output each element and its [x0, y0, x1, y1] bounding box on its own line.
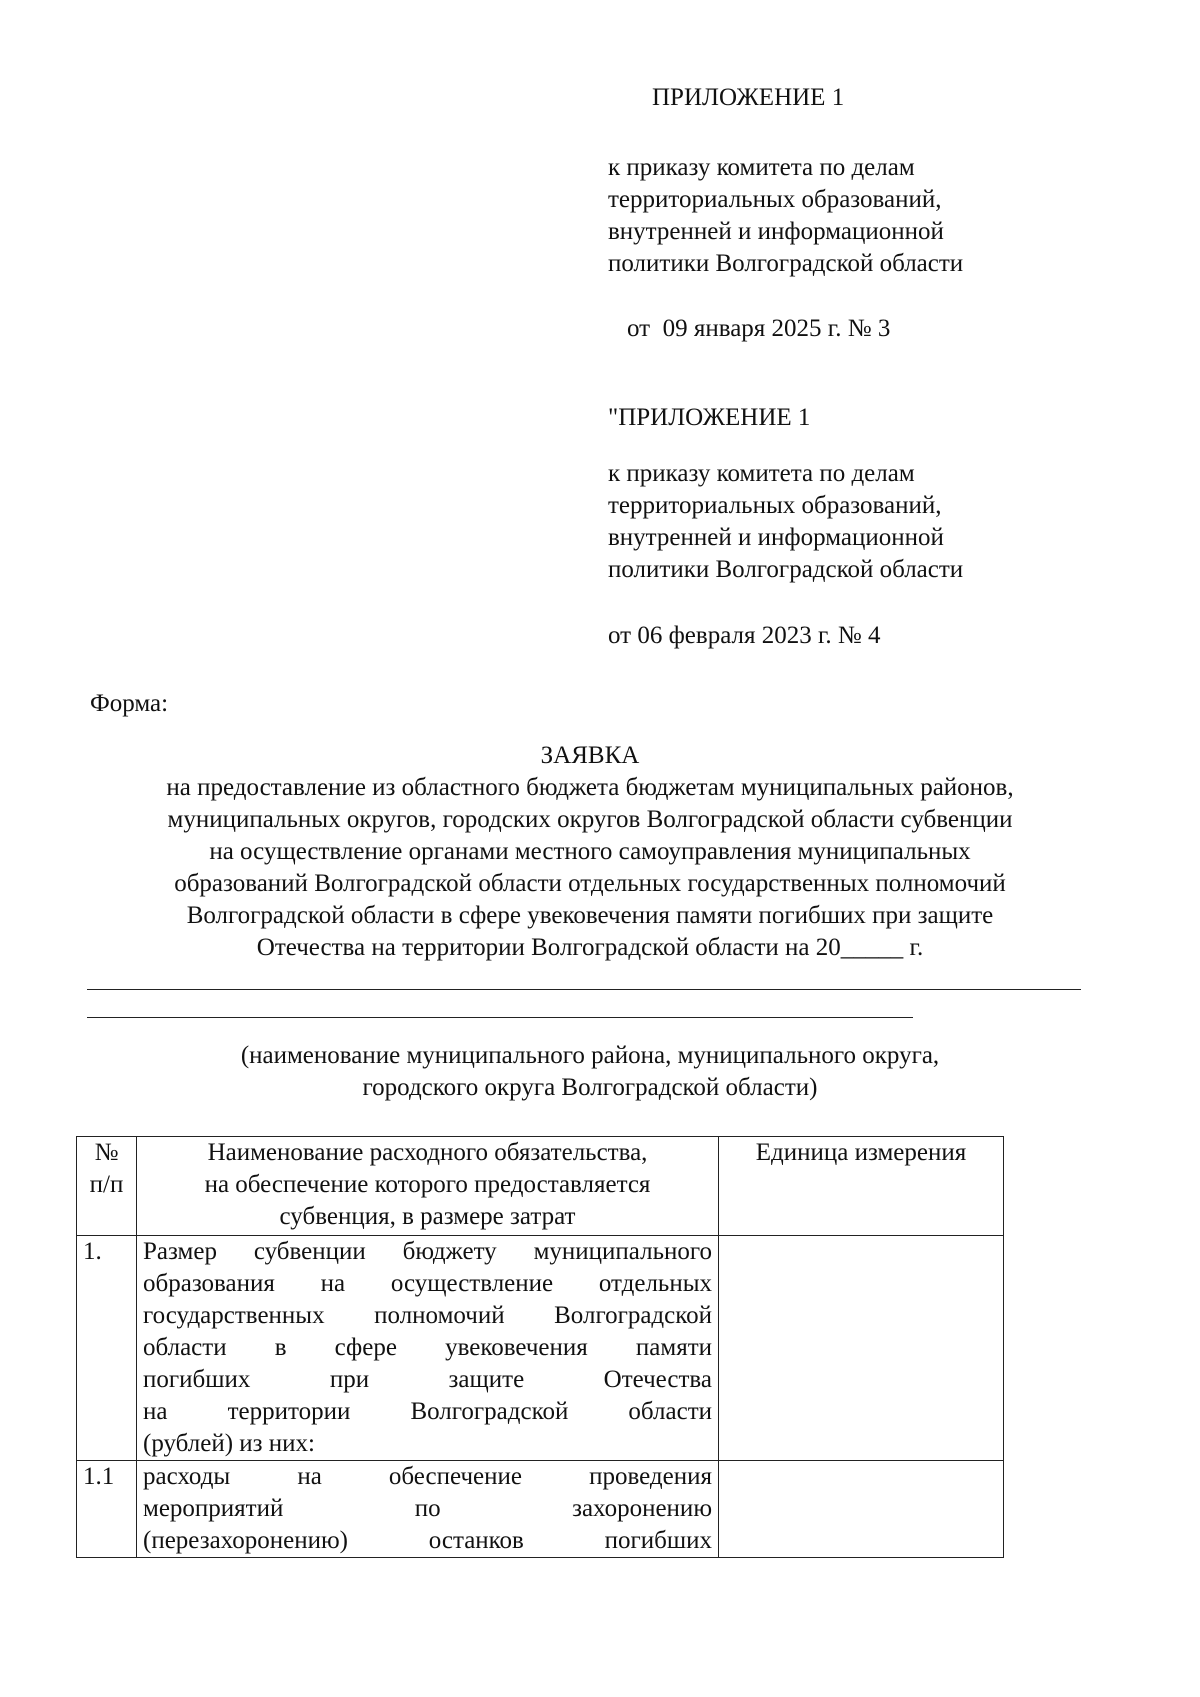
appendix-old-line: территориальных образований, — [608, 492, 942, 519]
header-num-line: п/п — [89, 1171, 124, 1198]
row-unit — [719, 1236, 1004, 1461]
row-name-line: образования на осуществление отдельных — [143, 1270, 712, 1297]
appendix-new-line: внутренней и информационной — [608, 218, 944, 245]
row-unit — [719, 1461, 1004, 1558]
row-name-line: погибших при защите Отечества — [143, 1366, 712, 1393]
municipality-caption — [40, 1040, 1140, 1104]
header-num — [77, 1137, 137, 1236]
municipality-name-rule-2 — [87, 1017, 913, 1018]
header-name-line: на обеспечение которого предоставляется — [204, 1171, 651, 1198]
appendix-new-lines — [608, 152, 963, 280]
row-name-line: мероприятий по захоронению — [143, 1495, 712, 1522]
appendix-new-line: территориальных образований, — [608, 186, 942, 213]
form-label: Форма: — [90, 690, 169, 717]
row-name-line: (рублей) из них: — [143, 1430, 315, 1457]
appendix-old-title: "ПРИЛОЖЕНИЕ 1 — [608, 404, 811, 431]
municipality-name-rule — [87, 989, 1081, 990]
request-heading-line: муниципальных округов, городских округов Волгоградской области субвенции — [167, 806, 1013, 833]
row-name-line: Размер субвенции бюджету муниципального — [143, 1238, 712, 1265]
appendix-old-line: внутренней и информационной — [608, 524, 944, 551]
request-title: ЗАЯВКА — [540, 742, 640, 769]
caption-line: (наименование муниципального района, муниципального округа, — [240, 1042, 940, 1069]
caption-line: городского округа Волгоградской области) — [362, 1074, 818, 1101]
request-heading-line: на предоставление из областного бюджета бюджетам муниципальных районов, — [166, 774, 1014, 801]
header-name-line: Наименование расходного обязательства, — [207, 1139, 648, 1166]
header-unit — [719, 1137, 1004, 1236]
request-heading-line: Отечества на территории Волгоградской области на 20_____ г. — [256, 934, 924, 961]
row-num: 1. — [77, 1236, 137, 1461]
appendix-new-date: от 09 января 2025 г. № 3 — [627, 315, 891, 342]
request-heading-line: на осуществление органами местного самоуправления муниципальных — [209, 838, 971, 865]
header-num-line: № — [94, 1139, 119, 1166]
table-row — [77, 1236, 1004, 1461]
row-name-line: области в сфере увековечения памяти — [143, 1334, 712, 1361]
table-header-row — [77, 1137, 1004, 1236]
appendix-old-line: к приказу комитета по делам — [608, 460, 915, 487]
row-name-line: расходы на обеспечение проведения — [143, 1463, 712, 1490]
appendix-new-line: к приказу комитета по делам — [608, 154, 915, 181]
row-num: 1.1 — [77, 1461, 137, 1558]
header-unit-line: Единица измерения — [755, 1139, 967, 1166]
row-name-line: (перезахоронению) останков погибших — [143, 1527, 712, 1554]
request-heading-line: образований Волгоградской области отдельных государственных полномочий — [174, 870, 1006, 897]
header-name-line: субвенция, в размере затрат — [279, 1203, 576, 1230]
request-heading-line: Волгоградской области в сфере увековечения памяти погибших при защите — [186, 902, 994, 929]
table-row — [77, 1461, 1004, 1558]
appendix-old-date: от 06 февраля 2023 г. № 4 — [608, 622, 881, 649]
request-heading — [40, 740, 1140, 964]
expense-table — [76, 1136, 1004, 1558]
row-name — [137, 1461, 719, 1558]
header-name — [137, 1137, 719, 1236]
row-name — [137, 1236, 719, 1461]
appendix-new-line: политики Волгоградской области — [608, 250, 964, 277]
row-name-line: на территории Волгоградской области — [143, 1398, 712, 1425]
appendix-new-title: ПРИЛОЖЕНИЕ 1 — [652, 84, 845, 111]
appendix-old-line: политики Волгоградской области — [608, 556, 964, 583]
row-name-line: государственных полномочий Волгоградской — [143, 1302, 712, 1329]
appendix-old-lines — [608, 458, 963, 586]
